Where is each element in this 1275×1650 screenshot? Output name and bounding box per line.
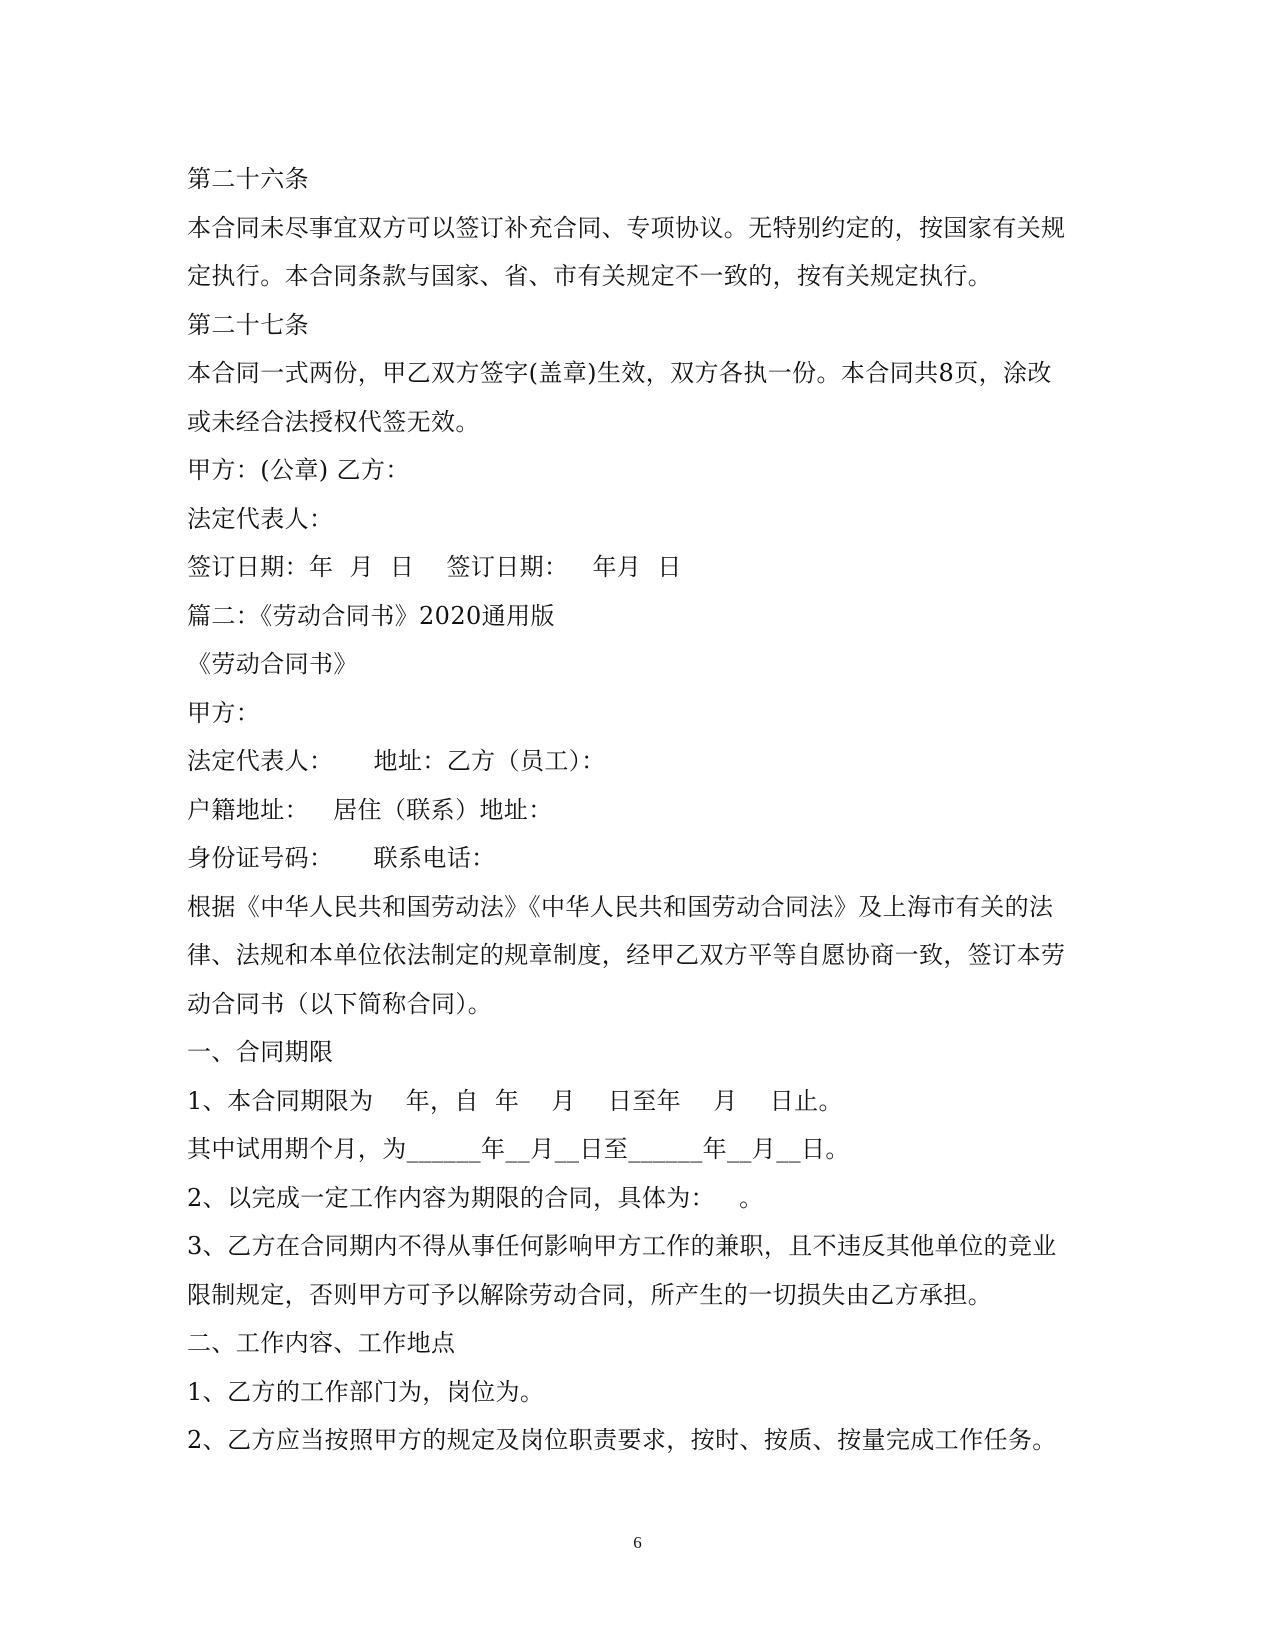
article-26-text-line-2: 定执行。本合同条款与国家、省、市有关规定不一致的，按有关规定执行。 — [187, 262, 993, 290]
term-clause-1: 1、本合同期限为 年，自 年 月 日至年 月 日止。 — [187, 1086, 843, 1115]
term-clause-3-line-1: 3、乙方在合同期内不得从事任何影响甲方工作的兼职，且不违反其他单位的竞业 — [187, 1232, 1057, 1260]
work-clause-2: 2、乙方应当按照甲方的规定及岗位职责要求，按时、按质、按量完成工作任务。 — [187, 1426, 1057, 1454]
article-26-text-line-1: 本合同未尽事宜双方可以签订补充合同、专项协议。无特别约定的，按国家有关规 — [187, 213, 1066, 242]
preamble-line-1: 根据《中华人民共和国劳动法》《中华人民共和国劳动合同法》及上海市有关的法 — [187, 892, 1054, 921]
article-26-heading: 第二十六条 — [187, 165, 309, 193]
legal-representative: 法定代表人： — [187, 504, 334, 533]
section-contract-term: 一、合同期限 — [187, 1038, 334, 1066]
signing-dates: 签订日期：年 月 日 签订日期： 年月 日 — [187, 553, 682, 581]
document-body — [187, 155, 1087, 1465]
probation-clause: 其中试用期个月，为______年__月__日至______年__月__日。 — [187, 1135, 850, 1163]
party-a: 甲方： — [187, 698, 261, 727]
article-27-text-line-1: 本合同一式两份，甲乙双方签字(盖章)生效，双方各执一份。本合同共8页，涂改 — [187, 359, 1052, 387]
page-number: 6 — [633, 1533, 642, 1552]
signature-parties: 甲方：(公章) 乙方： — [187, 456, 410, 484]
contract-title: 《劳动合同书》 — [187, 650, 358, 678]
work-clause-1: 1、乙方的工作部门为，岗位为。 — [187, 1377, 545, 1406]
section-two-title: 篇二：《劳动合同书》2020通用版 — [187, 601, 555, 630]
preamble-line-3: 动合同书（以下简称合同）。 — [187, 989, 493, 1018]
article-27-text-line-2: 或未经合法授权代签无效。 — [187, 407, 480, 436]
term-clause-3-line-2: 限制规定，否则甲方可予以解除劳动合同，所产生的一切损失由乙方承担。 — [187, 1280, 993, 1309]
representative-address-party-b: 法定代表人： 地址：乙方（员工）： — [187, 747, 606, 775]
section-work-content-location: 二、工作内容、工作地点 — [187, 1329, 456, 1357]
id-phone: 身份证号码： 联系电话： — [187, 844, 496, 872]
household-residence-address: 户籍地址： 居住（联系）地址： — [187, 795, 553, 824]
article-27-heading: 第二十七条 — [187, 310, 309, 339]
preamble-line-2: 律、法规和本单位依法制定的规章制度，经甲乙双方平等自愿协商一致，签订本劳 — [187, 941, 1066, 969]
term-clause-2: 2、以完成一定工作内容为期限的合同，具体为： 。 — [187, 1183, 764, 1212]
